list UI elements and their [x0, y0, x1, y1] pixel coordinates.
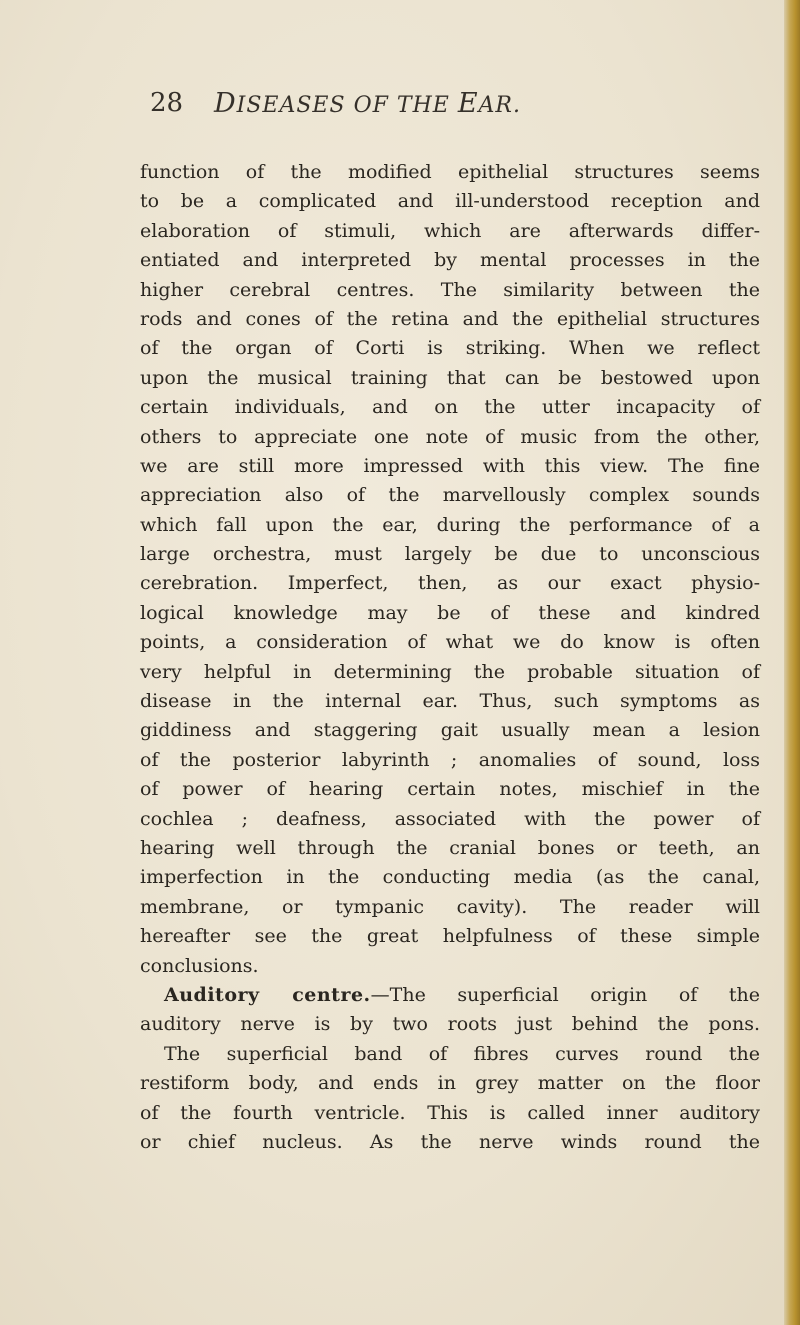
running-head-word-1: ISEASES — [236, 93, 346, 118]
running-head — [214, 88, 521, 119]
text-line: rods and cones of the retina and the epithelial structures — [140, 307, 760, 330]
text-line: logical knowledge may be of these and kindred — [140, 601, 760, 624]
text-line: membrane, or tympanic cavity). The reader will — [140, 895, 760, 918]
text-line: certain individuals, and on the utter incapacity of — [140, 396, 760, 419]
text-line: which fall upon the ear, during the performance of a — [140, 513, 760, 536]
text-line: disease in the internal ear. Thus, such symptoms as — [140, 690, 760, 713]
running-head-word-2: AR. — [478, 93, 521, 118]
text-line: restiform body, and ends in grey matter on the floor — [140, 1072, 760, 1095]
page-number: 28 — [150, 88, 184, 118]
text-line: giddiness and staggering gait usually mean a lesion — [140, 719, 760, 742]
text-line: or chief nucleus. As the nerve winds round the — [140, 1130, 760, 1153]
running-head-the: THE — [396, 93, 450, 118]
text-line: cerebration. Imperfect, then, as our exact physio- — [140, 572, 760, 595]
text-line: to be a complicated and ill-understood reception and — [140, 190, 760, 213]
section-heading: Auditory centre. — [164, 983, 371, 1006]
text-line: others to appreciate one note of music from the other, — [140, 425, 760, 448]
text-line: of the posterior labyrinth ; anomalies of sound, loss — [140, 748, 760, 771]
section-heading-line — [140, 981, 760, 1010]
running-head-initial-d: D — [214, 88, 237, 119]
text-line-rest: —The superficial origin of the — [370, 983, 760, 1006]
text-line: hearing well through the cranial bones or teeth, an — [140, 836, 760, 859]
page-edge-binding — [784, 0, 800, 1325]
text-line: points, a consideration of what we do know is often — [140, 631, 760, 654]
text-line: of the fourth ventricle. This is called inner auditory — [140, 1101, 760, 1124]
text-line: hereafter see the great helpfulness of these simple — [140, 925, 760, 948]
text-line: cochlea ; deafness, associated with the power of — [140, 807, 760, 830]
text-line: of the organ of Corti is striking. When we reflect — [140, 337, 760, 360]
paragraph-1 — [140, 158, 760, 981]
text-line: of power of hearing certain notes, mischief in the — [140, 778, 760, 801]
text-line: we are still more impressed with this view. The fine — [140, 454, 760, 477]
running-head-initial-e: E — [457, 88, 479, 119]
text-line: elaboration of stimuli, which are afterwards differ- — [140, 219, 760, 242]
running-head-of: OF — [353, 93, 389, 118]
text-line: conclusions. — [140, 954, 259, 977]
text-line: imperfection in the conducting media (as the canal, — [140, 866, 760, 889]
text-line: very helpful in determining the probable situation of — [140, 660, 760, 683]
text-line: upon the musical training that can be bestowed upon — [140, 366, 760, 389]
text-line: entiated and interpreted by mental processes in the — [140, 249, 760, 272]
body-text — [140, 158, 760, 1157]
text-line: The superficial band of fibres curves round the — [164, 1042, 760, 1065]
text-line: function of the modified epithelial structures seems — [140, 161, 760, 183]
text-line: large orchestra, must largely be due to unconscious — [140, 543, 760, 566]
paragraph-3 — [140, 1040, 760, 1158]
text-line: higher cerebral centres. The similarity between the — [140, 278, 760, 301]
page-header — [150, 88, 710, 132]
text-line: appreciation also of the marvellously complex sounds — [140, 484, 760, 507]
paragraph-2 — [140, 981, 760, 1040]
text-line: auditory nerve is by two roots just behind the pons. — [140, 1013, 760, 1036]
